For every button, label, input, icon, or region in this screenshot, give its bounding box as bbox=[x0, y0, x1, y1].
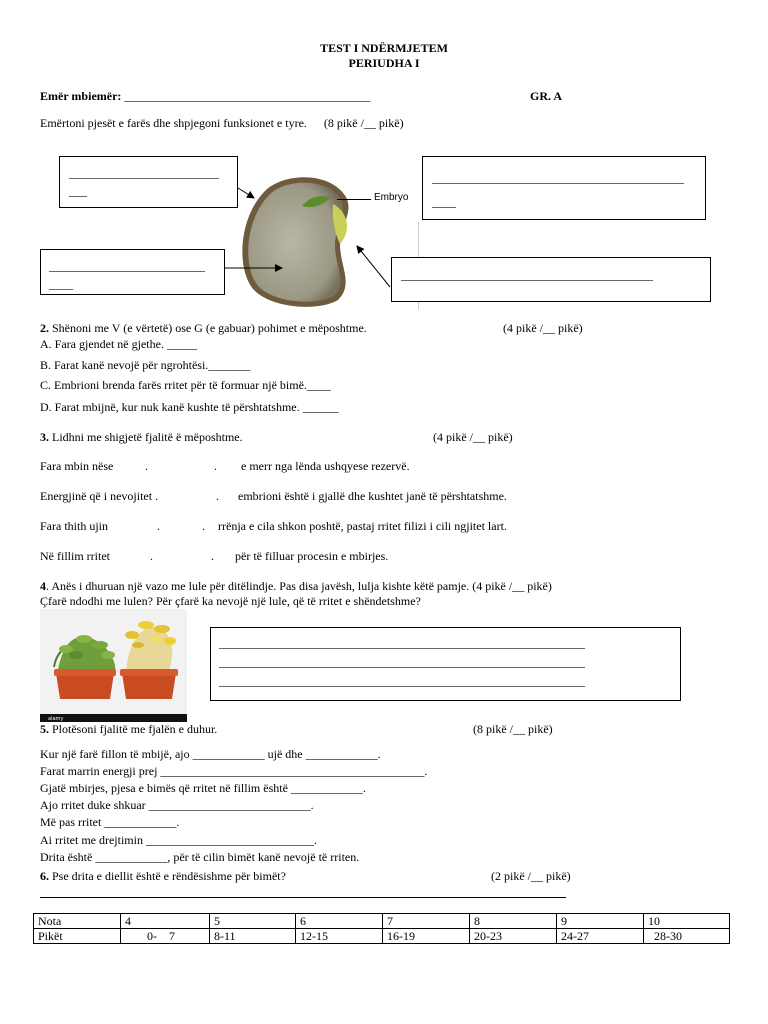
left-pot bbox=[56, 673, 114, 699]
q2-question: Shënoni me V (e vërtetë) ose G (e gabuar) pohimet e mëposhtme. bbox=[52, 321, 367, 335]
q4-question: . Anës i dhuruan një vazo me lule për ditëlindje. Pas disa javësh, lulja kishte këtë pamje. (4 pikë /__ pikë) bbox=[46, 579, 552, 593]
q5-points: (8 pikë /__ pikë) bbox=[473, 722, 553, 736]
q2-item-a[interactable]: A. Fara gjendet në gjethe. _____ bbox=[40, 337, 197, 351]
right-pot bbox=[122, 673, 176, 699]
table-row bbox=[34, 929, 730, 944]
q2-points: (4 pikë /__ pikë) bbox=[503, 321, 583, 335]
q4-answer-line-1[interactable]: _____________________________________________________________ bbox=[219, 636, 585, 650]
q5-line-1[interactable]: Kur një farë fillon të mbijë, ajo ____________ ujë dhe ____________. bbox=[40, 747, 381, 761]
q6-heading bbox=[40, 869, 286, 884]
table-cell: 20-23 bbox=[470, 929, 557, 944]
q5-heading bbox=[40, 722, 217, 737]
table-cell: 7 bbox=[383, 914, 470, 929]
answer-box-1-line1[interactable]: _________________________ bbox=[69, 166, 219, 180]
q2-item-c[interactable]: C. Embrioni brenda farës rritet për të formuar një bimë.____ bbox=[40, 378, 331, 392]
table-cell: 4 bbox=[121, 914, 210, 929]
table-cell: Nota bbox=[34, 914, 121, 929]
q6-answer-line[interactable] bbox=[40, 897, 566, 898]
answer-box-1-line2[interactable]: ___ bbox=[69, 184, 87, 198]
arrow-micropyle bbox=[357, 246, 390, 287]
q5-line-4[interactable]: Ajo rritet duke shkuar ___________________________. bbox=[40, 798, 314, 812]
table-cell: 6 bbox=[296, 914, 383, 929]
name-blank[interactable]: _________________________________________ bbox=[124, 89, 371, 103]
q5-number: 5. bbox=[40, 722, 49, 736]
embryo-label: Embryo bbox=[374, 192, 409, 203]
q4-heading bbox=[40, 579, 552, 594]
table-cell: 5 bbox=[210, 914, 296, 929]
table-cell: 28-30 bbox=[644, 929, 730, 944]
table-cell: 16-19 bbox=[383, 929, 470, 944]
q3-dot[interactable]: . bbox=[216, 489, 219, 503]
answer-box-3-line2[interactable]: ____ bbox=[49, 277, 73, 291]
answer-box-4[interactable] bbox=[391, 257, 711, 302]
answer-box-1[interactable] bbox=[59, 156, 238, 208]
q2-item-b[interactable]: B. Farat kanë nevojë për ngrohtësi._______ bbox=[40, 358, 251, 372]
table-cell: Pikët bbox=[34, 929, 121, 944]
table-cell: 12-15 bbox=[296, 929, 383, 944]
q6-number: 6. bbox=[40, 869, 49, 883]
q5-question: Plotësoni fjalitë me fjalën e duhur. bbox=[52, 722, 218, 736]
q3-right-3[interactable]: rrënja e cila shkon poshtë, pastaj rritet filizi i cili ngjitet lart. bbox=[218, 519, 507, 533]
q2-item-d[interactable]: D. Farat mbijnë, kur nuk kanë kushte të përshtatshme. ______ bbox=[40, 400, 339, 414]
q3-dot[interactable]: . bbox=[150, 549, 153, 563]
q3-dot[interactable]: . bbox=[211, 549, 214, 563]
photo-watermark: alamy bbox=[48, 716, 64, 722]
answer-box-2-line1[interactable]: __________________________________________ bbox=[432, 171, 684, 185]
q5-line-7[interactable]: Drita është ____________, për të cilin bimët kanë nevojë të rriten. bbox=[40, 850, 360, 864]
q3-question: Lidhni me shigjetë fjalitë ë mëposhtme. bbox=[52, 430, 243, 444]
q1-points: (8 pikë /__ pikë) bbox=[323, 116, 404, 130]
q4-answer-box[interactable] bbox=[210, 627, 681, 701]
q3-dot[interactable]: . bbox=[214, 459, 217, 473]
q3-right-1[interactable]: e merr nga lënda ushqyese rezervë. bbox=[241, 459, 410, 473]
answer-box-4-line1[interactable]: __________________________________________ bbox=[401, 268, 653, 282]
q3-left-3[interactable]: Fara thith ujin bbox=[40, 519, 108, 533]
q4-answer-line-3[interactable]: _____________________________________________________________ bbox=[219, 674, 585, 688]
q6-question: Pse drita e diellit është e rëndësishme për bimët? bbox=[52, 869, 286, 883]
arrow-seed-coat bbox=[238, 188, 254, 198]
table-cell: 8 bbox=[470, 914, 557, 929]
grading-table bbox=[33, 913, 730, 944]
q5-line-6[interactable]: Ai rritet me drejtimin ____________________________. bbox=[40, 833, 317, 847]
table-row bbox=[34, 914, 730, 929]
q3-heading bbox=[40, 430, 243, 445]
q3-right-4[interactable]: për të filluar procesin e mbirjes. bbox=[235, 549, 389, 563]
page-subtitle: PERIUDHA I bbox=[348, 56, 420, 70]
q1-question: Emërtoni pjesët e farës dhe shpjegoni funksionet e tyre. bbox=[40, 116, 307, 130]
answer-box-2[interactable] bbox=[422, 156, 706, 220]
q2-heading bbox=[40, 321, 367, 336]
answer-box-3[interactable] bbox=[40, 249, 225, 295]
q3-number: 3. bbox=[40, 430, 49, 444]
q3-dot[interactable]: . bbox=[145, 459, 148, 473]
table-cell: 9 bbox=[557, 914, 644, 929]
q2-number: 2. bbox=[40, 321, 49, 335]
q3-points: (4 pikë /__ pikë) bbox=[433, 430, 513, 444]
q6-points: (2 pikë /__ pikë) bbox=[491, 869, 571, 883]
table-cell: 0- 7 bbox=[121, 929, 210, 944]
q3-left-1[interactable]: Fara mbin nëse bbox=[40, 459, 114, 473]
q3-dot[interactable]: . bbox=[157, 519, 160, 533]
q3-dot[interactable]: . bbox=[202, 519, 205, 533]
plant-pots-photo bbox=[40, 609, 187, 722]
q5-line-5[interactable]: Më pas rritet ____________. bbox=[40, 815, 180, 829]
answer-box-3-line1[interactable]: __________________________ bbox=[49, 259, 205, 273]
table-cell: 24-27 bbox=[557, 929, 644, 944]
q3-left-2[interactable]: Energjinë që i nevojitet . bbox=[40, 489, 159, 503]
q3-left-4[interactable]: Në fillim rritet bbox=[40, 549, 110, 563]
q3-right-2[interactable]: embrioni është i gjallë dhe kushtet janë të përshtatshme. bbox=[238, 489, 507, 503]
q5-line-3[interactable]: Gjatë mbirjes, pjesa e bimës që rritet në fillim është ____________. bbox=[40, 781, 366, 795]
q4-number: 4 bbox=[40, 579, 46, 593]
name-label: Emër mbiemër: bbox=[40, 89, 122, 103]
page-title: TEST I NDËRMJETEM bbox=[320, 41, 448, 55]
table-cell: 8-11 bbox=[210, 929, 296, 944]
table-cell: 10 bbox=[644, 914, 730, 929]
group-label: GR. A bbox=[530, 89, 563, 103]
q4-answer-line-2[interactable]: _____________________________________________________________ bbox=[219, 655, 585, 669]
q4-question-2: Çfarë ndodhi me lulen? Për çfarë ka nevojë një lule, që të rritet e shëndetshme? bbox=[40, 594, 421, 608]
answer-box-2-line2[interactable]: ____ bbox=[432, 195, 456, 209]
q5-line-2[interactable]: Farat marrin energji prej ____________________________________________. bbox=[40, 764, 428, 778]
